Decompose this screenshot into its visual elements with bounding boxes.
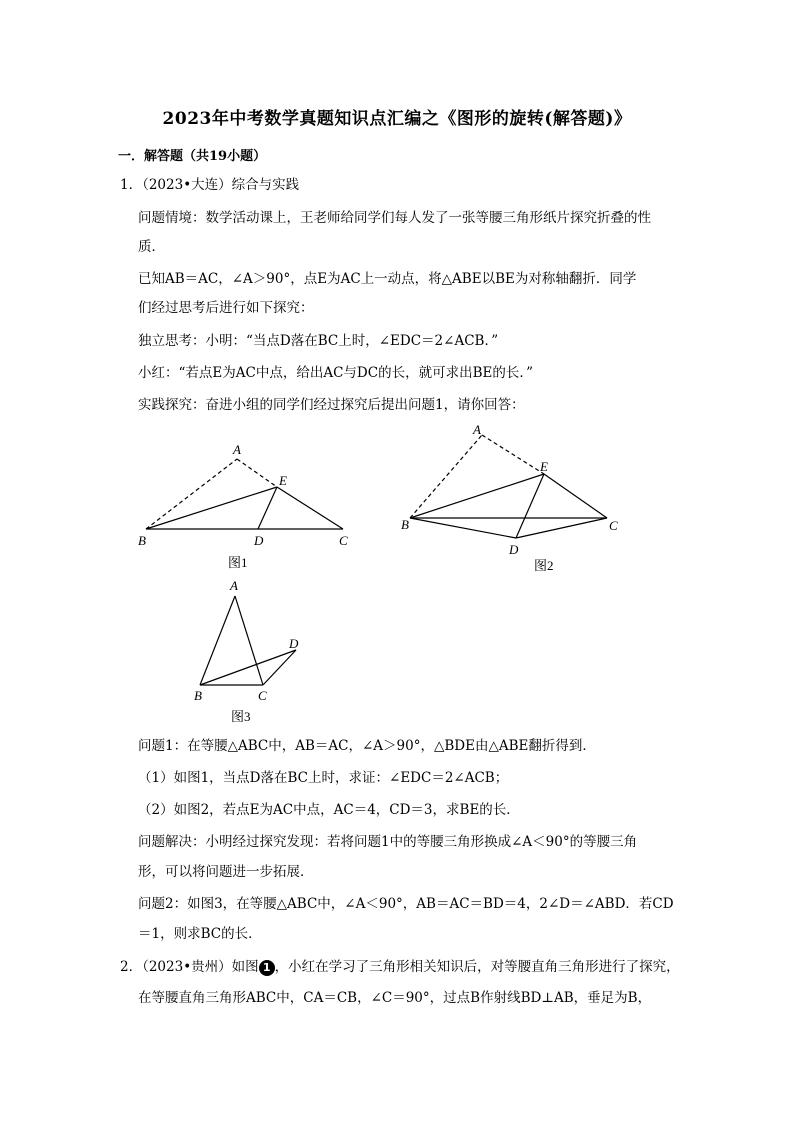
segment-ac xyxy=(235,596,263,685)
problem-text-line: 形，可以将问题进一步拓展． xyxy=(138,864,314,880)
problem-text-line: 在等腰直角三角形ABC中，CA＝CB，∠C＝90°，过点B作射线BD⊥AB，垂足为B， xyxy=(138,990,652,1006)
point-label-c: C xyxy=(258,688,267,703)
point-label-c: C xyxy=(339,533,348,548)
problem-text-line: 问题2：如图3，在等腰△ABC中，∠A＜90°，AB＝AC＝BD＝4，2∠D＝∠ABD．若CD xyxy=(138,896,674,912)
problem-text-line: 问题解决：小明经过探究发现：若将问题1中的等腰三角形换成∠A＜90°的等腰三角 xyxy=(138,834,638,850)
figure-caption: 图1 xyxy=(228,555,248,570)
point-label-a: A xyxy=(230,578,238,593)
segment-cd xyxy=(263,650,296,685)
problem-number: 2． xyxy=(120,959,143,975)
segment-ed xyxy=(258,487,277,529)
problem-text-line: 们经过思考后进行如下探究： xyxy=(138,300,314,316)
page-title: 2023年中考数学真题知识点汇编之《图形的旋转(解答题)》 xyxy=(162,109,632,129)
point-label-e: E xyxy=(540,459,548,474)
problem-text: ，小红在学习了三角形相关知识后，对等腰直角三角形进行了探究， xyxy=(274,959,680,975)
problem-text-line: 质． xyxy=(138,239,165,255)
problem-source: （2023•贵州）如图 xyxy=(142,959,259,975)
point-label-d: D xyxy=(509,542,519,557)
problem-2-header xyxy=(120,957,680,977)
figure-caption: 图2 xyxy=(534,558,554,573)
point-label-c: C xyxy=(609,518,618,533)
segment-ae-dashed xyxy=(482,435,544,474)
segment-dc xyxy=(516,518,607,538)
problem-text-line: 小红：“若点E为AC中点，给出AC与DC的长，就可求出BE的长．” xyxy=(138,365,533,381)
segment-ec xyxy=(544,474,607,518)
segment-be xyxy=(146,487,277,529)
point-label-d: D xyxy=(289,636,299,651)
problem-1-header xyxy=(120,175,299,195)
problem-number: 1． xyxy=(120,177,143,193)
problem-text-line: ＝1，则求BC的长． xyxy=(138,926,262,942)
problem-source: （2023•大连）综合与实践 xyxy=(142,177,300,193)
point-label-e: E xyxy=(279,473,287,488)
problem-text-line: 问题情境：数学活动课上，王老师给同学们每人发了一张等腰三角形纸片探究折叠的性 xyxy=(138,210,651,226)
problem-text-line: 实践探究：奋进小组的同学们经过探究后提出问题1，请你回答： xyxy=(138,397,525,413)
segment-ae-dashed xyxy=(237,459,277,487)
segment-ec xyxy=(277,487,343,529)
segment-be xyxy=(410,474,544,518)
segment-bd xyxy=(200,650,296,685)
segment-bd xyxy=(410,518,516,538)
figure-2 xyxy=(395,418,635,578)
point-label-a: A xyxy=(233,442,241,457)
problem-text-line: （1）如图1，当点D落在BC上时，求证：∠EDC＝2∠ACB； xyxy=(138,770,509,786)
problem-text-line: 已知AB＝AC，∠A＞90°，点E为AC上一动点，将△ABE以BE为对称轴翻折．同学 xyxy=(138,271,637,287)
point-label-d: D xyxy=(254,533,264,548)
section-heading: 一．解答题（共19小题） xyxy=(118,149,267,164)
segment-ba-dashed xyxy=(146,459,237,529)
problem-text-line: 问题1：在等腰△ABC中，AB＝AC，∠A＞90°，△BDE由△ABE翻折得到． xyxy=(138,738,596,754)
problem-text-line: 独立思考：小明：“当点D落在BC上时，∠EDC＝2∠ACB．” xyxy=(138,333,499,349)
point-label-a: A xyxy=(473,422,481,437)
circled-number-icon: 1 xyxy=(259,960,275,976)
problem-text-line: （2）如图2，若点E为AC中点，AC＝4，CD＝3，求BE的长． xyxy=(138,802,520,818)
figure-3 xyxy=(185,575,315,725)
point-label-b: B xyxy=(194,688,202,703)
figure-caption: 图3 xyxy=(231,709,251,724)
point-label-b: B xyxy=(138,533,146,548)
segment-ab xyxy=(200,596,235,685)
figure-1 xyxy=(130,435,360,580)
segment-ed xyxy=(516,474,544,538)
point-label-b: B xyxy=(401,517,409,532)
